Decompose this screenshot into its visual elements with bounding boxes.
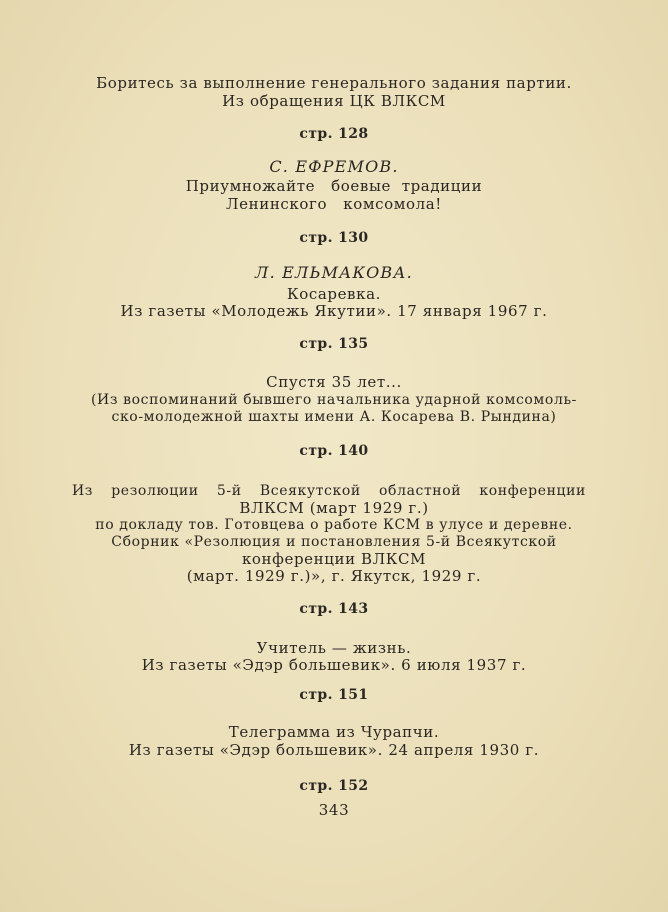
entry-6-line-2: Из газеты «Эдэр большевик». 6 июля 1937 г. [141, 656, 527, 674]
entry-2-line-2: Ленинского комсомола! [226, 195, 442, 213]
entry-4-page-ref: стр. 140 [299, 443, 369, 459]
page-number: 343 [318, 801, 350, 819]
entry-5-line-6: (март. 1929 г.)», г. Якутск, 1929 г. [186, 567, 482, 585]
entry-2-line-1: Приумножайте боевые традиции [185, 177, 483, 195]
entry-5-line-2: ВЛКСМ (март 1929 г.) [239, 499, 429, 517]
entry-1-page-ref: стр. 128 [299, 126, 369, 142]
entry-4-line-2: (Из воспоминаний бывшего начальника ударной комсомоль- [91, 392, 577, 408]
entry-2-author: С. ЕФРЕМОВ. [269, 157, 399, 176]
entry-6-page-ref: стр. 151 [299, 687, 369, 703]
entry-3-page-ref: стр. 135 [299, 336, 369, 352]
entry-7-line-2: Из газеты «Эдэр большевик». 24 апреля 1930 г. [128, 741, 540, 759]
entry-4-line-3: ско-молодежной шахты имени А. Косарева В. Рындина) [111, 409, 557, 425]
entry-3-line-1: Косаревка. [287, 285, 381, 303]
entry-7-page-ref: стр. 152 [299, 778, 369, 794]
entry-5-page-ref: стр. 143 [299, 601, 369, 617]
entry-5-line-3: по докладу тов. Готовцева о работе КСМ в улусе и деревне. [95, 517, 573, 533]
entry-3-line-2: Из газеты «Молодежь Якутии». 17 января 1967 г. [120, 302, 548, 320]
entry-5-line-5: конференции ВЛКСМ [241, 550, 427, 568]
entry-1-line-1: Боритесь за выполнение генерального задания партии. [96, 74, 572, 92]
entry-1-line-2: Из обращения ЦК ВЛКСМ [222, 92, 446, 110]
entry-6-line-1: Учитель — жизнь. [256, 639, 412, 657]
entry-5-line-4: Сборник «Резолюция и постановления 5-й Всеякутской [111, 534, 557, 550]
entry-4-line-1: Спустя 35 лет... [266, 373, 402, 391]
entry-5-line-1: Из резолюции 5-й Всеякутской областной конференции [72, 483, 586, 499]
entry-3-author: Л. ЕЛЬМАКОВА. [255, 263, 413, 282]
entry-2-page-ref: стр. 130 [299, 230, 369, 246]
entry-7-line-1: Телеграмма из Чурапчи. [228, 723, 440, 741]
